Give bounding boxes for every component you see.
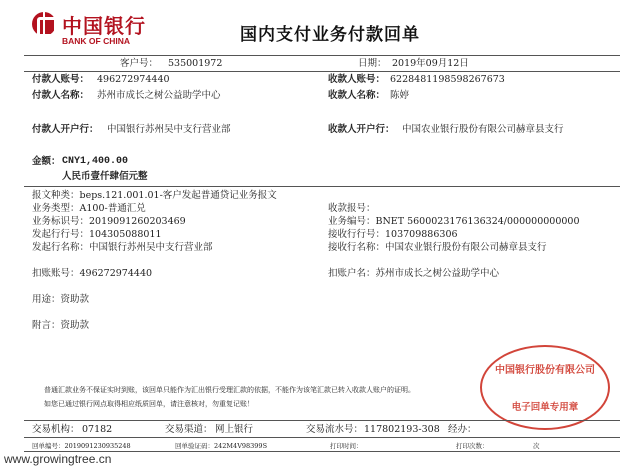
serial: 117802193-308	[364, 424, 440, 435]
biz-id: 业务标识号：2019091260203469	[32, 216, 186, 227]
bank-name-en: BANK OF CHINA	[62, 36, 130, 46]
watermark: www.growingtree.cn	[4, 452, 112, 466]
print-time: 打印时间：	[330, 442, 363, 450]
divider	[24, 437, 620, 438]
payee-account-label: 收款人账号：	[328, 74, 386, 85]
receipt-no: 回单编号：2019091230935248	[32, 442, 131, 450]
payee-account: 6228481198598267673	[390, 74, 505, 85]
payer-bank-label: 付款人开户行：	[32, 124, 99, 135]
bank-of-china-icon	[32, 12, 56, 36]
divider	[24, 451, 620, 452]
page-title: 国内支付业务付款回单	[240, 25, 420, 45]
bank-logo	[32, 10, 172, 50]
notice-line-2: 如您已通过银行网点取得相应纸质回单，请注意核对，勿重复记账！	[44, 400, 254, 408]
payee-name: 陈婷	[390, 90, 410, 101]
customer-no: 535001972	[168, 58, 223, 69]
date-label: 日期：	[358, 58, 387, 69]
payer-account-label: 付款人账号：	[32, 74, 90, 85]
payer-name-label: 付款人名称：	[32, 90, 90, 101]
divider	[24, 186, 620, 187]
channel-label: 交易渠道：	[165, 424, 213, 435]
purpose: 用途：资助款	[32, 294, 90, 305]
sender-bank-name: 发起行名称：中国银行苏州吴中支行营业部	[32, 242, 213, 253]
divider	[24, 71, 620, 72]
serial-label: 交易流水号：	[306, 424, 364, 435]
receiver-bank-no: 接收行行号：103709886306	[328, 229, 458, 240]
print-count-unit: 次	[533, 442, 540, 450]
payee-bank-label: 收款人开户行：	[328, 124, 395, 135]
collection-no: 收款报号：	[328, 203, 376, 214]
electronic-receipt-stamp	[480, 345, 610, 430]
debit-account: 扣账账号：496272974440	[32, 268, 153, 279]
handler-label: 经办：	[448, 424, 477, 435]
notice-line-1: 普通汇款业务不保证实时到账，该回单只能作为汇出银行受理汇款的依据，不能作为该笔汇款已转入收款人账户的证明。	[44, 386, 415, 394]
bank-name-cn: 中国银行	[62, 14, 146, 38]
debit-name: 扣账户名：苏州市成长之树公益助学中心	[328, 268, 500, 279]
payer-name: 苏州市成长之树公益助学中心	[97, 90, 221, 101]
stamp-org: 中国银行股份有限公司	[495, 365, 595, 376]
amount-label: 金额：	[32, 156, 61, 167]
amount-in-words: 人民币壹仟肆佰元整	[62, 171, 148, 182]
date: 2019年09月12日	[392, 58, 469, 69]
remark: 附言：资助款	[32, 320, 90, 331]
biz-type: 业务类型：A100-普通汇兑	[32, 203, 146, 214]
channel: 网上银行	[215, 424, 254, 435]
payee-name-label: 收款人名称：	[328, 90, 386, 101]
print-count-label: 打印次数：	[456, 442, 489, 450]
biz-no: 业务编号：BNET 5600023176136324/000000000000	[328, 216, 580, 227]
amount-value: CNY1,400.00	[62, 156, 129, 167]
stamp-title: 电子回单专用章	[511, 402, 579, 413]
verify-code: 回单验证码：242M4V98399S	[175, 442, 268, 450]
receiver-bank-name: 接收行名称：中国农业银行股份有限公司赫章县支行	[328, 242, 547, 253]
divider	[24, 420, 620, 421]
payer-account: 496272974440	[97, 74, 170, 85]
divider	[24, 55, 620, 56]
payer-bank: 中国银行苏州吴中支行营业部	[107, 124, 231, 135]
sender-bank-no: 发起行行号：104305088011	[32, 229, 162, 240]
customer-no-label: 客户号：	[120, 58, 159, 69]
msg-type: 报文种类：beps.121.001.01-客户发起普通贷记业务报文	[32, 190, 277, 201]
org-label: 交易机构：	[32, 424, 80, 435]
payee-bank: 中国农业银行股份有限公司赫章县支行	[402, 124, 564, 135]
org: 07182	[82, 424, 113, 435]
